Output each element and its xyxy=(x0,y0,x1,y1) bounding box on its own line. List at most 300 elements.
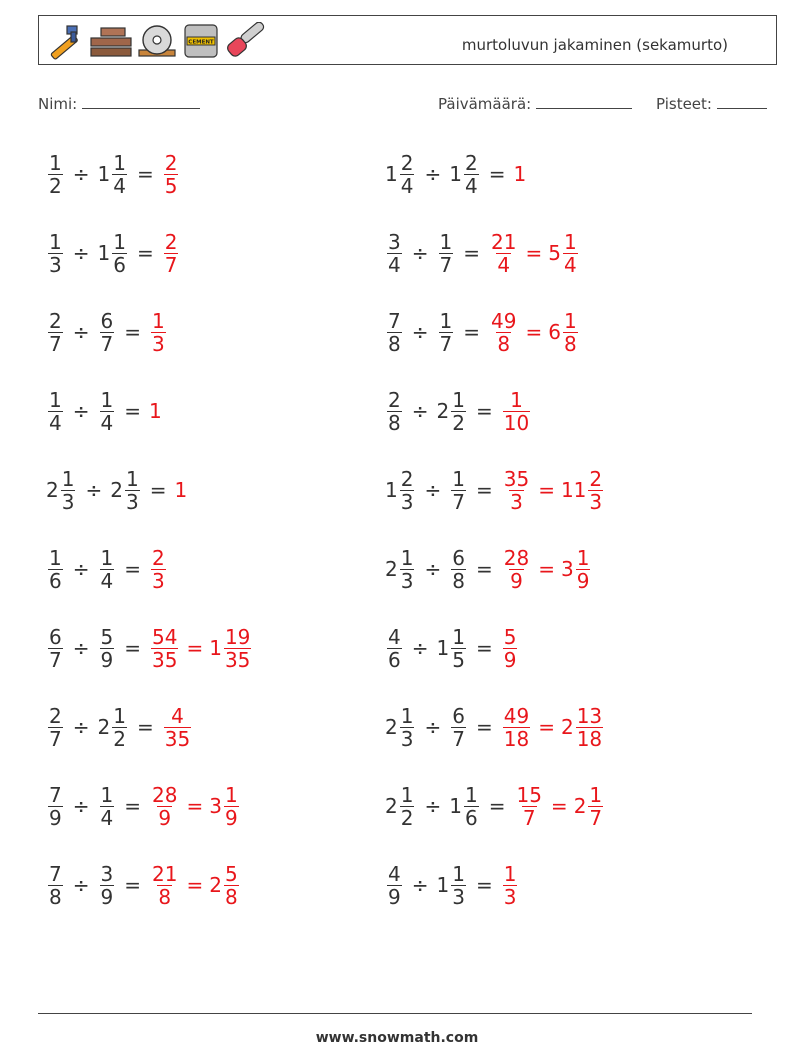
answer-fraction xyxy=(151,547,166,592)
dividend-whole: 2 xyxy=(385,715,398,739)
answer xyxy=(513,784,605,829)
divisor-denominator: 4 xyxy=(464,173,478,198)
dividend-number xyxy=(46,863,65,908)
equals-sign: = xyxy=(475,557,493,581)
problem-row xyxy=(385,144,526,204)
answer-number xyxy=(149,784,180,829)
dividend-numerator: 4 xyxy=(388,624,401,649)
answer xyxy=(513,164,526,184)
divisor-fraction xyxy=(451,547,466,592)
divisor-fraction xyxy=(451,389,466,434)
divide-sign: ÷ xyxy=(424,794,442,818)
dividend-fraction xyxy=(48,626,63,671)
answer-numerator: 1 xyxy=(152,308,165,333)
divisor-number xyxy=(449,547,468,592)
answer-number xyxy=(548,310,579,355)
dividend-fraction xyxy=(48,389,63,434)
saw-blade-icon xyxy=(137,22,177,60)
equals-sign: = xyxy=(124,320,141,344)
dividend-numerator: 3 xyxy=(388,229,401,254)
answer-denominator: 35 xyxy=(164,726,191,751)
answer xyxy=(162,705,193,750)
dividend-numerator: 2 xyxy=(400,150,414,175)
dividend-denominator: 4 xyxy=(400,173,414,198)
divisor-denominator: 8 xyxy=(452,568,465,593)
answer-fraction xyxy=(224,863,239,908)
answer-denominator: 9 xyxy=(510,568,523,593)
answer-number xyxy=(501,547,532,592)
score-field[interactable] xyxy=(656,94,767,113)
divisor-whole: 1 xyxy=(97,241,111,265)
answer-numerator: 2 xyxy=(152,545,165,570)
divide-sign: ÷ xyxy=(72,162,90,186)
answer-number xyxy=(162,705,193,750)
dividend-denominator: 6 xyxy=(388,647,401,672)
equals-sign: = xyxy=(475,399,493,423)
answer-numerator: 28 xyxy=(152,782,178,807)
divisor-number xyxy=(437,231,456,276)
name-field[interactable] xyxy=(38,94,200,113)
divide-sign: ÷ xyxy=(72,794,90,818)
dividend-fraction xyxy=(48,152,63,197)
divisor-denominator: 9 xyxy=(100,884,114,909)
dividend-numerator: 2 xyxy=(49,308,62,333)
equals-sign: = xyxy=(124,557,141,581)
divisor-numerator: 1 xyxy=(100,387,114,412)
dividend-whole: 1 xyxy=(385,162,398,186)
answer-fraction xyxy=(503,547,530,592)
answer-numerator: 19 xyxy=(224,624,251,649)
divisor-numerator: 6 xyxy=(452,703,465,728)
answer-number xyxy=(513,164,526,184)
answer-denominator: 8 xyxy=(158,884,172,909)
answer-number xyxy=(501,626,520,671)
problem-row xyxy=(46,539,168,599)
score-blank[interactable] xyxy=(717,94,767,109)
answer-numerator: 1 xyxy=(563,308,577,333)
answer-number xyxy=(488,310,519,355)
dividend-denominator: 6 xyxy=(49,568,62,593)
answer-denominator: 3 xyxy=(152,331,165,356)
divisor-numerator: 1 xyxy=(125,466,139,491)
divisor-number xyxy=(110,468,141,513)
divisor-fraction xyxy=(451,863,466,908)
answer-number xyxy=(488,231,519,276)
divide-sign: ÷ xyxy=(72,715,90,739)
dividend-denominator: 9 xyxy=(388,884,401,909)
answer-numerator: 5 xyxy=(503,624,517,649)
dividend-numerator: 7 xyxy=(49,861,62,886)
answer-whole: 5 xyxy=(548,241,561,265)
problem-row xyxy=(46,855,241,915)
dividend-numerator: 2 xyxy=(400,466,414,491)
dividend-number xyxy=(385,784,416,829)
answer-equals-sign: = xyxy=(538,557,555,581)
answer-fraction xyxy=(588,468,603,513)
divisor-denominator: 7 xyxy=(439,252,453,277)
dividend-fraction xyxy=(48,705,63,750)
answer-fraction xyxy=(588,784,603,829)
answer-number xyxy=(149,401,162,421)
divide-sign: ÷ xyxy=(411,320,429,344)
divisor-number xyxy=(98,310,117,355)
divisor-denominator: 7 xyxy=(100,331,114,356)
answer-whole: 3 xyxy=(560,557,574,581)
divisor-number xyxy=(98,547,117,592)
problem-row xyxy=(46,697,193,757)
answer xyxy=(149,784,241,829)
answer-number xyxy=(501,705,532,750)
problem-row xyxy=(385,460,605,520)
answer-denominator: 8 xyxy=(497,331,511,356)
dividend-denominator: 9 xyxy=(49,805,62,830)
answer-number xyxy=(149,863,180,908)
name-label: Nimi: xyxy=(38,95,78,113)
problem-row xyxy=(46,776,241,836)
answer-number xyxy=(149,547,168,592)
divide-sign: ÷ xyxy=(72,320,90,344)
divisor-denominator: 4 xyxy=(100,568,114,593)
dividend-number xyxy=(46,784,65,829)
answer-fraction xyxy=(164,152,179,197)
divisor-number xyxy=(437,389,468,434)
divide-sign: ÷ xyxy=(85,478,103,502)
dividend-number xyxy=(46,389,65,434)
divisor-number xyxy=(449,784,480,829)
divisor-numerator: 1 xyxy=(464,782,478,807)
divide-sign: ÷ xyxy=(72,399,90,423)
divisor-numerator: 1 xyxy=(113,703,126,728)
dividend-denominator: 2 xyxy=(49,173,62,198)
date-field[interactable] xyxy=(438,94,632,113)
divisor-denominator: 7 xyxy=(452,489,465,514)
equals-sign: = xyxy=(488,794,506,818)
dividend-numerator: 1 xyxy=(400,545,414,570)
answer-fraction xyxy=(224,784,239,829)
pipe-wrench-icon xyxy=(45,22,85,60)
divisor-numerator: 1 xyxy=(439,229,453,254)
answer-numerator: 35 xyxy=(503,466,530,491)
divisor-whole: 1 xyxy=(449,162,462,186)
answer-equals-sign: = xyxy=(538,478,555,502)
dividend-numerator: 2 xyxy=(49,703,62,728)
answer-numerator: 15 xyxy=(516,782,542,807)
divisor-number xyxy=(98,231,129,276)
answer-numerator: 21 xyxy=(152,861,178,886)
answer-numerator: 49 xyxy=(503,703,530,728)
divisor-denominator: 6 xyxy=(113,252,126,277)
answer-denominator: 9 xyxy=(224,805,238,830)
dividend-whole: 2 xyxy=(46,478,59,502)
answer-denominator: 10 xyxy=(503,410,530,435)
answer-numerator: 2 xyxy=(164,150,178,175)
divisor-denominator: 4 xyxy=(113,173,126,198)
problem-row xyxy=(46,618,253,678)
dividend-denominator: 3 xyxy=(400,568,414,593)
divisor-denominator: 5 xyxy=(452,647,465,672)
divisor-numerator: 1 xyxy=(113,229,126,254)
dividend-numerator: 1 xyxy=(400,703,414,728)
divisor-fraction xyxy=(125,468,140,513)
dividend-fraction xyxy=(400,784,415,829)
divisor-fraction xyxy=(439,310,454,355)
answer-fraction xyxy=(503,626,518,671)
dividend-number xyxy=(46,626,65,671)
divisor-fraction xyxy=(100,389,115,434)
divisor-fraction xyxy=(112,705,127,750)
divisor-number xyxy=(437,863,468,908)
answer-numerator: 13 xyxy=(576,703,603,728)
divide-sign: ÷ xyxy=(424,162,442,186)
dividend-denominator: 7 xyxy=(49,726,62,751)
divide-sign: ÷ xyxy=(411,241,429,265)
answer-numerator: 2 xyxy=(164,229,178,254)
equals-sign: = xyxy=(488,162,506,186)
worksheet-title: murtoluvun jakaminen (sekamurto) xyxy=(461,36,728,54)
dividend-number xyxy=(385,389,404,434)
answer-number xyxy=(209,626,253,671)
divisor-numerator: 1 xyxy=(439,308,453,333)
dividend-numerator: 7 xyxy=(49,782,62,807)
divisor-number xyxy=(98,705,129,750)
answer-whole: 2 xyxy=(209,873,222,897)
answer xyxy=(174,480,187,500)
answer-numerator: 54 xyxy=(152,624,178,649)
dividend-number xyxy=(46,705,65,750)
answer xyxy=(501,389,532,434)
divisor-numerator: 3 xyxy=(100,861,114,886)
answer xyxy=(501,863,520,908)
answer-numerator: 1 xyxy=(224,782,238,807)
answer-fraction xyxy=(151,863,178,908)
divisor-denominator: 7 xyxy=(439,331,453,356)
divisor-numerator: 5 xyxy=(100,624,114,649)
dividend-fraction xyxy=(387,389,402,434)
dividend-numerator: 6 xyxy=(49,624,62,649)
dividend-numerator: 2 xyxy=(388,387,401,412)
answer xyxy=(149,547,168,592)
divisor-fraction xyxy=(464,784,479,829)
answer-equals-sign: = xyxy=(186,873,204,897)
answer-number xyxy=(501,389,532,434)
dividend-denominator: 3 xyxy=(61,489,75,514)
chainsaw-icon xyxy=(225,22,267,60)
answer-number xyxy=(561,468,605,513)
answer-denominator: 7 xyxy=(522,805,536,830)
divisor-numerator: 6 xyxy=(100,308,114,333)
dividend-number xyxy=(385,547,416,592)
dividend-numerator: 1 xyxy=(49,545,62,570)
answer-denominator: 7 xyxy=(164,252,178,277)
divisor-denominator: 2 xyxy=(113,726,126,751)
worksheet-header xyxy=(38,15,777,65)
divisor-number xyxy=(449,468,468,513)
divisor-fraction xyxy=(451,626,466,671)
dividend-denominator: 3 xyxy=(400,726,414,751)
equals-sign: = xyxy=(475,636,493,660)
divisor-numerator: 1 xyxy=(452,466,465,491)
divisor-fraction xyxy=(439,231,454,276)
answer-fraction xyxy=(151,310,166,355)
answer-number xyxy=(209,863,240,908)
answer-numerator: 5 xyxy=(224,861,238,886)
divisor-denominator: 4 xyxy=(100,805,114,830)
problem-row xyxy=(385,223,580,283)
dividend-fraction xyxy=(48,310,63,355)
dividend-fraction xyxy=(48,784,63,829)
divisor-whole: 1 xyxy=(97,162,111,186)
dividend-number xyxy=(385,152,416,197)
answer-denominator: 5 xyxy=(164,173,178,198)
divisor-number xyxy=(449,705,468,750)
equals-sign: = xyxy=(149,478,167,502)
answer-fraction xyxy=(151,784,178,829)
dividend-number xyxy=(385,626,404,671)
problem-row xyxy=(385,855,519,915)
answer xyxy=(501,626,520,671)
divisor-fraction xyxy=(100,547,115,592)
answer-equals-sign: = xyxy=(538,715,555,739)
divisor-whole: 2 xyxy=(110,478,123,502)
answer-number xyxy=(513,784,544,829)
equals-sign: = xyxy=(124,636,141,660)
answer-equals-sign: = xyxy=(186,636,204,660)
answer-numerator: 1 xyxy=(576,545,590,570)
divisor-fraction xyxy=(451,705,466,750)
dividend-number xyxy=(385,231,404,276)
answer-denominator: 35 xyxy=(224,647,251,672)
equals-sign: = xyxy=(463,320,480,344)
answer-number xyxy=(149,626,180,671)
dividend-whole: 1 xyxy=(385,478,398,502)
dividend-denominator: 7 xyxy=(49,331,62,356)
answer xyxy=(149,310,168,355)
problem-row xyxy=(46,223,180,283)
date-label: Päivämäärä: xyxy=(438,95,532,113)
divisor-number xyxy=(98,784,117,829)
equals-sign: = xyxy=(475,478,493,502)
answer-numerator: 28 xyxy=(503,545,530,570)
problem-row xyxy=(385,539,592,599)
answer-number xyxy=(574,784,605,829)
dividend-fraction xyxy=(61,468,76,513)
footer-divider xyxy=(38,1013,752,1014)
dividend-number xyxy=(385,863,404,908)
dividend-numerator: 1 xyxy=(49,150,62,175)
answer-fraction xyxy=(563,231,578,276)
score-label: Pisteet: xyxy=(656,95,712,113)
divisor-denominator: 3 xyxy=(452,884,465,909)
answer xyxy=(501,547,593,592)
answer-denominator: 3 xyxy=(510,489,523,514)
equals-sign: = xyxy=(124,399,141,423)
answer-whole: 1 xyxy=(209,636,222,660)
equals-sign: = xyxy=(475,715,493,739)
answer-fraction xyxy=(151,626,178,671)
name-blank[interactable] xyxy=(82,94,200,109)
divisor-numerator: 1 xyxy=(452,624,465,649)
answer-number xyxy=(149,310,168,355)
answer-whole: 1 xyxy=(513,162,527,186)
dividend-numerator: 4 xyxy=(388,861,401,886)
divisor-whole: 2 xyxy=(436,399,450,423)
problem-row xyxy=(46,144,180,204)
answer-numerator: 1 xyxy=(510,387,523,412)
answer-fraction xyxy=(563,310,578,355)
answer xyxy=(488,310,580,355)
answer-equals-sign: = xyxy=(525,320,543,344)
divisor-fraction xyxy=(464,152,479,197)
answer-denominator: 35 xyxy=(152,647,178,672)
divisor-whole: 1 xyxy=(436,873,450,897)
answer xyxy=(149,626,253,671)
dividend-fraction xyxy=(48,231,63,276)
answer-fraction xyxy=(164,705,191,750)
dividend-fraction xyxy=(400,547,415,592)
equals-sign: = xyxy=(475,873,493,897)
answer-numerator: 21 xyxy=(491,229,517,254)
answer-number xyxy=(162,231,181,276)
answer-whole: 2 xyxy=(573,794,587,818)
wood-planks-icon xyxy=(89,22,133,60)
answer-number xyxy=(561,547,592,592)
equals-sign: = xyxy=(463,241,480,265)
divisor-number xyxy=(98,626,117,671)
answer-numerator: 1 xyxy=(589,782,603,807)
divide-sign: ÷ xyxy=(72,636,90,660)
problem-row xyxy=(385,618,519,678)
divisor-fraction xyxy=(100,626,115,671)
divisor-fraction xyxy=(112,231,127,276)
answer xyxy=(501,705,605,750)
divisor-whole: 2 xyxy=(97,715,111,739)
problem-row xyxy=(46,302,168,362)
divisor-fraction xyxy=(100,863,115,908)
answer-denominator: 3 xyxy=(589,489,603,514)
answer-numerator: 49 xyxy=(491,308,517,333)
problem-row xyxy=(385,697,605,757)
answer-fraction xyxy=(224,626,251,671)
divide-sign: ÷ xyxy=(411,399,429,423)
dividend-fraction xyxy=(48,547,63,592)
answer-number xyxy=(501,863,520,908)
divisor-denominator: 9 xyxy=(100,647,114,672)
answer-whole: 11 xyxy=(560,478,587,502)
date-blank[interactable] xyxy=(536,94,632,109)
dividend-number xyxy=(385,310,404,355)
dividend-denominator: 3 xyxy=(400,489,414,514)
answer xyxy=(149,863,241,908)
answer-fraction xyxy=(503,389,530,434)
problem-row xyxy=(385,381,532,441)
equals-sign: = xyxy=(136,715,154,739)
divisor-whole: 1 xyxy=(436,636,450,660)
dividend-fraction xyxy=(400,705,415,750)
dividend-numerator: 1 xyxy=(61,466,75,491)
answer-whole: 1 xyxy=(149,399,162,423)
problem-row xyxy=(46,460,187,520)
dividend-denominator: 4 xyxy=(49,410,62,435)
equals-sign: = xyxy=(136,162,154,186)
problem-row xyxy=(385,302,580,362)
answer-denominator: 8 xyxy=(224,884,238,909)
dividend-denominator: 3 xyxy=(49,252,62,277)
answer-fraction xyxy=(490,231,517,276)
dividend-denominator: 8 xyxy=(388,331,401,356)
dividend-fraction xyxy=(387,626,402,671)
answer-denominator: 18 xyxy=(503,726,530,751)
answer-numerator: 1 xyxy=(503,861,517,886)
